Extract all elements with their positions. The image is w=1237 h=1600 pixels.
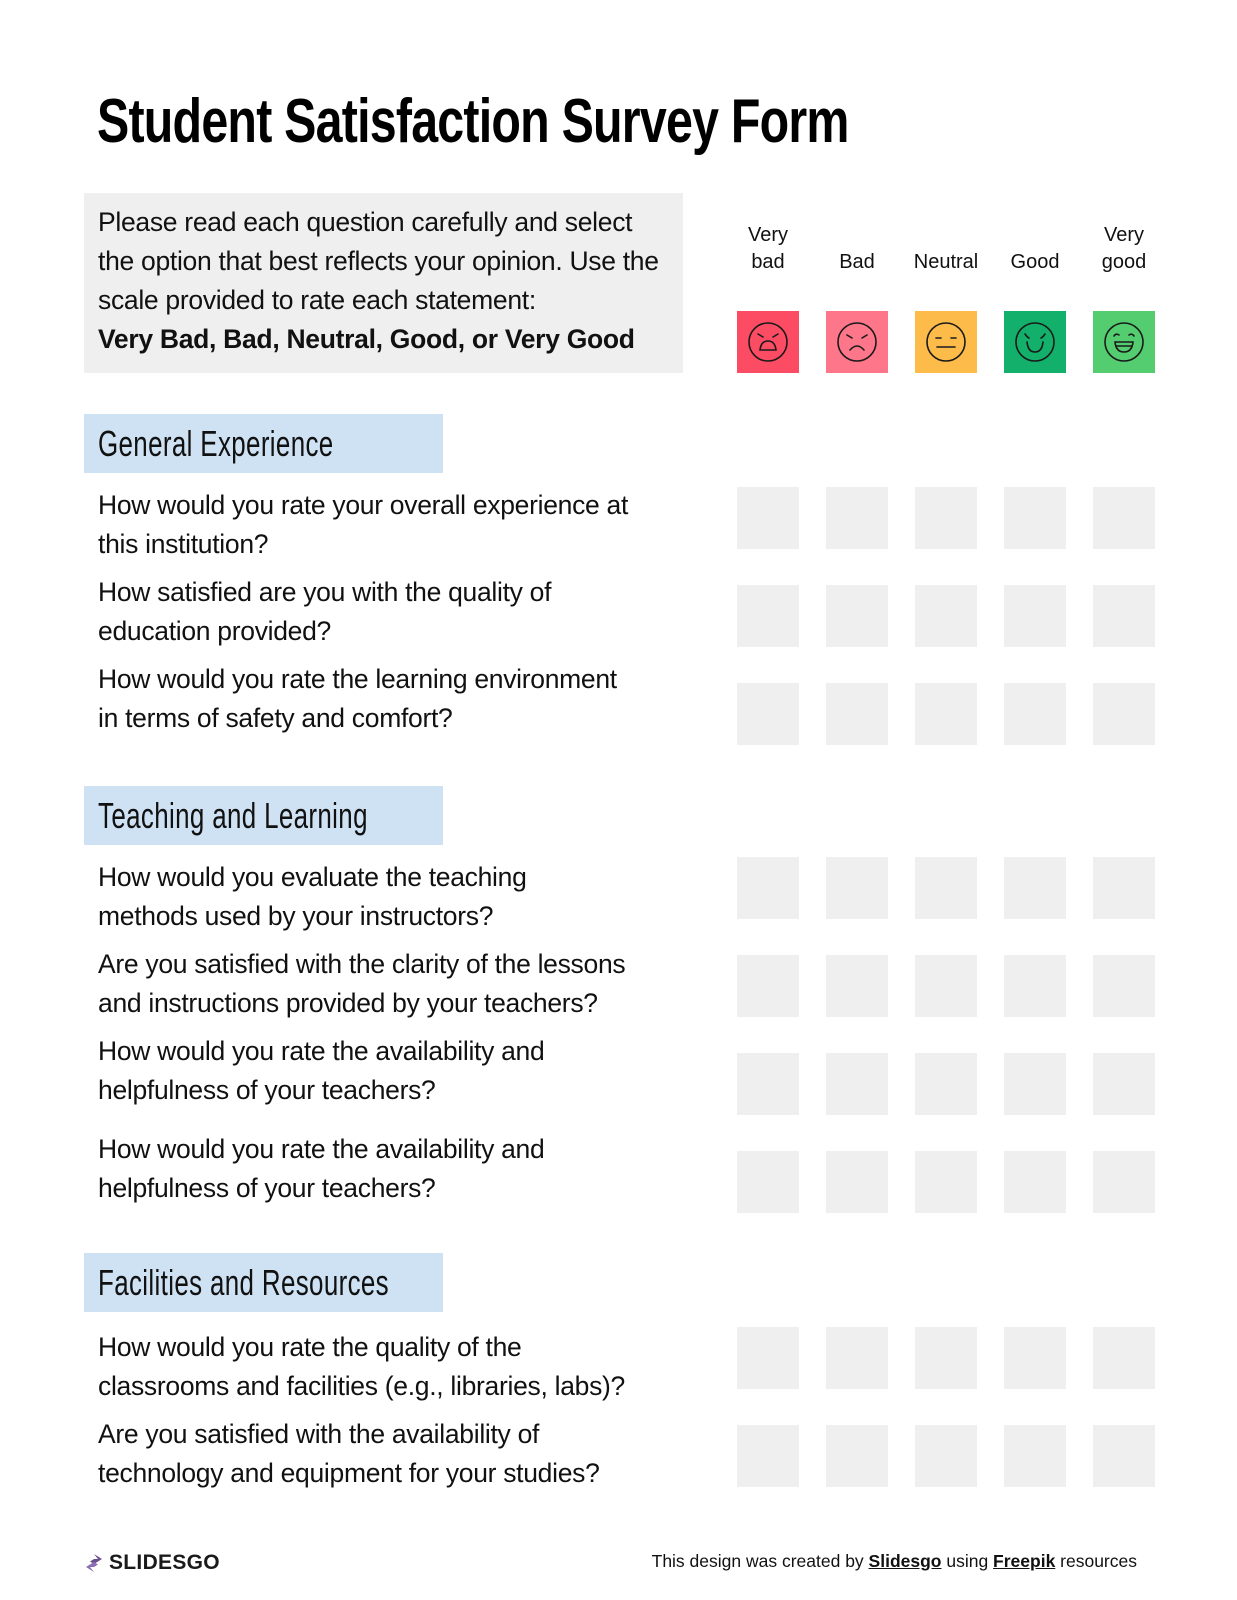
rating-box-s3-q1-good[interactable] <box>1004 1327 1066 1389</box>
rating-box-s1-q1-neutral[interactable] <box>915 487 977 549</box>
scale-label-very-bad: Very bad <box>747 224 789 273</box>
rating-box-s2-q1-neutral[interactable] <box>915 857 977 919</box>
instructions-options: Very Bad, Bad, Neutral, Good, or Very Good <box>98 324 635 354</box>
question-teaching-3: How would you rate the availability and helpfulness of your teachers? <box>98 1036 545 1105</box>
question-teaching-1: How would you evaluate the teaching methods used by your instructors? <box>98 862 527 931</box>
question-general-2: How satisfied are you with the quality of education provided? <box>98 577 552 646</box>
section-header-teaching-learning: Teaching and Learning <box>84 786 443 845</box>
instructions-text: Please read each question carefully and select the option that best reflects your opinion. Use the scale provided to rate each statement: <box>98 207 659 315</box>
rating-box-s2-q2-very-bad[interactable] <box>737 955 799 1017</box>
rating-box-s3-q1-very-good[interactable] <box>1093 1327 1155 1389</box>
rating-box-s1-q1-very-good[interactable] <box>1093 487 1155 549</box>
scale-label-bad: Bad <box>839 251 875 273</box>
rating-box-s3-q2-neutral[interactable] <box>915 1425 977 1487</box>
question-general-1: How would you rate your overall experience at this institution? <box>98 490 629 559</box>
slidesgo-link[interactable]: Slidesgo <box>868 1551 942 1571</box>
rating-box-s2-q3-very-bad[interactable] <box>737 1053 799 1115</box>
rating-box-s2-q4-neutral[interactable] <box>915 1151 977 1213</box>
question-teaching-2: Are you satisfied with the clarity of the lessons and instructions provided by your teachers? <box>98 949 626 1018</box>
rating-box-s1-q1-good[interactable] <box>1004 487 1066 549</box>
rating-box-s1-q3-bad[interactable] <box>826 683 888 745</box>
rating-box-s2-q3-neutral[interactable] <box>915 1053 977 1115</box>
page-title: Student Satisfaction Survey Form <box>97 87 849 156</box>
question-general-3: How would you rate the learning environment in terms of safety and comfort? <box>98 664 617 733</box>
rating-box-s1-q1-bad[interactable] <box>826 487 888 549</box>
rating-box-s2-q2-neutral[interactable] <box>915 955 977 1017</box>
rating-box-s1-q1-very-bad[interactable] <box>737 487 799 549</box>
neutral-face-icon <box>915 311 977 373</box>
bad-face-icon <box>826 311 888 373</box>
rating-box-s2-q4-very-bad[interactable] <box>737 1151 799 1213</box>
rating-box-s3-q1-very-bad[interactable] <box>737 1327 799 1389</box>
question-facilities-1: How would you rate the quality of the classrooms and facilities (e.g., libraries, labs)? <box>98 1332 625 1401</box>
rating-box-s1-q3-neutral[interactable] <box>915 683 977 745</box>
freepik-link[interactable]: Freepik <box>993 1551 1056 1571</box>
rating-box-s1-q2-neutral[interactable] <box>915 585 977 647</box>
footer-credit: This design was created by Slidesgo using Freepik resources <box>651 1551 1137 1571</box>
very-good-face-icon <box>1093 311 1155 373</box>
section-header-general-experience: General Experience <box>84 414 443 473</box>
rating-box-s2-q4-good[interactable] <box>1004 1151 1066 1213</box>
rating-box-s1-q3-very-good[interactable] <box>1093 683 1155 745</box>
instructions-box <box>84 193 683 373</box>
rating-box-s1-q3-good[interactable] <box>1004 683 1066 745</box>
rating-box-s2-q3-bad[interactable] <box>826 1053 888 1115</box>
rating-box-s1-q3-very-bad[interactable] <box>737 683 799 745</box>
rating-box-s2-q3-good[interactable] <box>1004 1053 1066 1115</box>
rating-box-s2-q4-very-good[interactable] <box>1093 1151 1155 1213</box>
rating-box-s2-q1-bad[interactable] <box>826 857 888 919</box>
question-teaching-4: How would you rate the availability and helpfulness of your teachers? <box>98 1134 545 1203</box>
rating-box-s1-q2-good[interactable] <box>1004 585 1066 647</box>
scale-label-neutral: Neutral <box>913 251 979 273</box>
rating-box-s1-q2-bad[interactable] <box>826 585 888 647</box>
rating-box-s2-q3-very-good[interactable] <box>1093 1053 1155 1115</box>
rating-box-s1-q2-very-bad[interactable] <box>737 585 799 647</box>
rating-box-s2-q2-very-good[interactable] <box>1093 955 1155 1017</box>
rating-box-s2-q1-good[interactable] <box>1004 857 1066 919</box>
rating-box-s2-q4-bad[interactable] <box>826 1151 888 1213</box>
good-face-icon <box>1004 311 1066 373</box>
rating-box-s2-q1-very-bad[interactable] <box>737 857 799 919</box>
rating-box-s2-q2-good[interactable] <box>1004 955 1066 1017</box>
section-header-facilities-resources: Facilities and Resources <box>84 1253 443 1312</box>
rating-box-s3-q1-bad[interactable] <box>826 1327 888 1389</box>
slidesgo-logo <box>84 1550 220 1576</box>
rating-box-s2-q2-bad[interactable] <box>826 955 888 1017</box>
scale-label-good: Good <box>1010 251 1060 273</box>
rating-box-s3-q2-very-good[interactable] <box>1093 1425 1155 1487</box>
slidesgo-logo-icon <box>84 1553 104 1573</box>
scale-label-very-good: Very good <box>1101 224 1147 273</box>
rating-box-s3-q2-good[interactable] <box>1004 1425 1066 1487</box>
rating-box-s1-q2-very-good[interactable] <box>1093 585 1155 647</box>
slidesgo-logo-text: SLIDESGO <box>109 1551 220 1574</box>
very-bad-face-icon <box>737 311 799 373</box>
rating-box-s2-q1-very-good[interactable] <box>1093 857 1155 919</box>
rating-box-s3-q1-neutral[interactable] <box>915 1327 977 1389</box>
rating-box-s3-q2-bad[interactable] <box>826 1425 888 1487</box>
question-facilities-2: Are you satisfied with the availability of technology and equipment for your studies? <box>98 1419 600 1488</box>
rating-box-s3-q2-very-bad[interactable] <box>737 1425 799 1487</box>
